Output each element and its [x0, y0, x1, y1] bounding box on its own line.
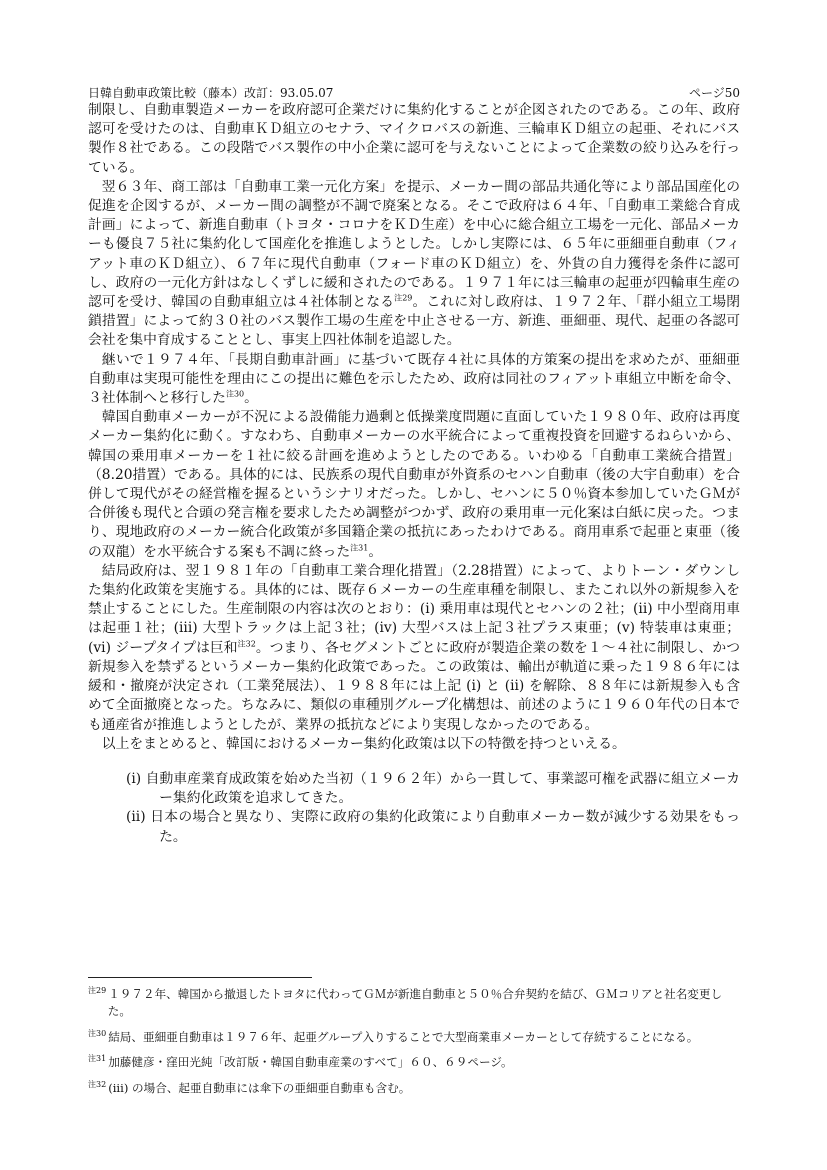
footnote-marker: 注31 [88, 1054, 107, 1064]
footnote-ref-29: 注29 [394, 293, 413, 303]
page-number: ページ50 [688, 86, 740, 100]
footnote-text: (iii) の場合、起亜自動車には傘下の亜細亜自動車も含む。 [108, 1080, 411, 1095]
feature-list [126, 770, 740, 847]
paragraph-2 [88, 178, 740, 351]
footnote-30 [88, 1025, 740, 1046]
header-title: 日韓自動車政策比較（藤本）改訂：93.05.07 [88, 86, 334, 100]
paragraph-3-text-a: 継いで１９７４年、「長期自動車計画」に基づいて既存４社に具体的方策案の提出を求めたが、亜細亜自動車は実現可能性を理由にこの提出に難色を示したため、政府は同社のフィアット車組立中断を命令、３社体制へと移行した [88, 351, 740, 407]
footnotes [88, 982, 740, 1101]
paragraph-2-text-b: 。これに対し政府は、１９７２年、「群小組立工場閉鎖措置」によって約３０社のバス製作工場の生産を中止させる一方、新進、亜細亜、現代、起亜の各認可会社を集中育成することとし、事実上四社体制を追認した。 [88, 294, 740, 349]
body-text [88, 101, 740, 847]
paragraph-5-text-b: 。つまり、各セグメントごとに政府が製造企業の数を１〜４社に制限し、かつ新規参入を禁ずるというメーカー集約化政策であった。この政策は、輸出が軌道に乗った１９８６年には緩和・撤廃が決定され（工業発展法）、１９８８年には上記 (i) と (ii) を解除、８８年には新規参入も含めて全面撤廃となった。ちなみに、類似の車種別グループ化構想は、前述のように１９６０年代の日本でも通産省が推進しようとしたが、業界の抵抗などにより実現しなかったのである。 [88, 639, 740, 733]
paragraph-1: 制限し、自動車製造メーカーを政府認可企業だけに集約化することが企図されたのである。この年、政府認可を受けたのは、自動車ＫＤ組立のセナラ、マイクロバスの新進、三輪車ＫＤ組立の起亜、それにバス製作８社である。この段階でバス製作の中小企業に認可を与えないことによって企業数の絞り込みを行っている。 [88, 102, 740, 176]
footnote-text: 加藤健彦・窪田光純「改訂版・韓国自動車産業のすべて」６０、６９ページ。 [108, 1055, 513, 1070]
list-item: (ii) 日本の場合と異なり、実際に政府の集約化政策により自動車メーカー数が減少する効果をもった。 [126, 809, 740, 845]
paragraph-5-text-a: 結局政府は、翌１９８１年の「自動車工業合理化措置」（2.28措置）によって、よりトーン・ダウンした集約化政策を実施する。具体的には、既存６メーカーの生産車種を制限し、またこれ以外の新規参入を禁止することにした。生産制限の内容は次のとおり：(i) 乗用車は現代とセハンの２社；(ii) 中小型商用車は起亜１社；(iii) 大型トラックは上記３社；(iv) 大型バスは上記３社プラス東亜；(v) 特装車は東亜；(vi) ジープタイプは巨和 [88, 562, 740, 656]
paragraph-4 [88, 408, 740, 562]
footnote-text: 結局、亜細亜自動車は１９７６年、起亜グループ入りすることで大型商業車メーカーとして存続することになる。 [108, 1029, 699, 1044]
footnote-29 [88, 982, 740, 1021]
paragraph-4-text-b: 。 [368, 543, 383, 560]
paragraph-4-text-a: 韓国自動車メーカーが不況による設備能力過剰と低操業度問題に直面していた１９８０年、政府は再度メーカー集約化に動く。すなわち、自動車メーカーの水平統合によって重複投資を回避するねらいから、韓国の乗用車メーカーを１社に絞る計画を進めようとしたのである。いわゆる「自動車工業統合措置」（8.20措置）である。具体的には、民族系の現代自動車が外資系のセハン自動車（後の大宇自動車）を合併して現代がその経営権を握るというシナリオだった。しかし、セハンに５０％資本参加していたＧＭが合併後も現代と合頭の発言権を要求したため調整がつかず、政府の乗用車一元化案は白紙に戻った。つまり、現地政府のメーカー統合化政策が多国籍企業の抵抗にあったわけである。商用車系で起亜と東亜（後の双龍）を水平統合する案も不調に終った [88, 409, 740, 560]
footnote-32 [88, 1076, 740, 1097]
footnote-31 [88, 1050, 740, 1071]
footnote-divider [88, 977, 312, 978]
list-item: (i) 自動車産業育成政策を始めた当初（１９６２年）から一貫して、事業認可権を武器に組立メーカー集約化政策を追求してきた。 [126, 770, 740, 807]
footnote-marker: 注32 [88, 1079, 107, 1089]
footnote-marker: 注29 [88, 986, 107, 995]
footnote-text: １９７２年、韓国から撤退したトヨタに代わってＧＭが新進自動車と５０％合弁契約を結び、ＧＭコリアと社名変更した。 [107, 986, 723, 1019]
footnote-ref-32: 注32 [237, 639, 256, 649]
footnote-ref-30: 注30 [225, 389, 245, 399]
paragraph-3 [88, 351, 740, 409]
page-header [88, 84, 740, 102]
paragraph-5 [88, 562, 740, 735]
paragraph-3-text-b: 。 [244, 390, 258, 407]
paragraph-6: 以上をまとめると、韓国におけるメーカー集約化政策は以下の特徴を持つといえる。 [101, 735, 626, 752]
footnote-marker: 注30 [88, 1028, 107, 1038]
paragraph-2-text-a: 翌６３年、商工部は「自動車工業一元化方案」を提示、メーカー間の部品共通化等により部品国産化の促進を企図するが、メーカー間の調整が不調で廃案となる。そこで政府は６４年、「自動車工業総合育成計画」によって、新進自動車（トヨタ・コロナをＫＤ生産）を中心に総合組立工場を一元化、部品メーカーも優良７５社に集約化して国産化を推進しようとした。しかし実際には、６５年に亜細亜自動車（フィアット車のＫＤ組立）、６７年に現代自動車（フォード車のＫＤ組立）を、外貨の自力獲得を条件に認可し、政府の一元化方針はなしくずしに緩和されたのである。１９７１年には三輪車の起亜が四輪車生産の認可を受け、韓国の自動車組立は４社体制となる [88, 178, 740, 311]
footnote-ref-31: 注31 [350, 543, 369, 553]
